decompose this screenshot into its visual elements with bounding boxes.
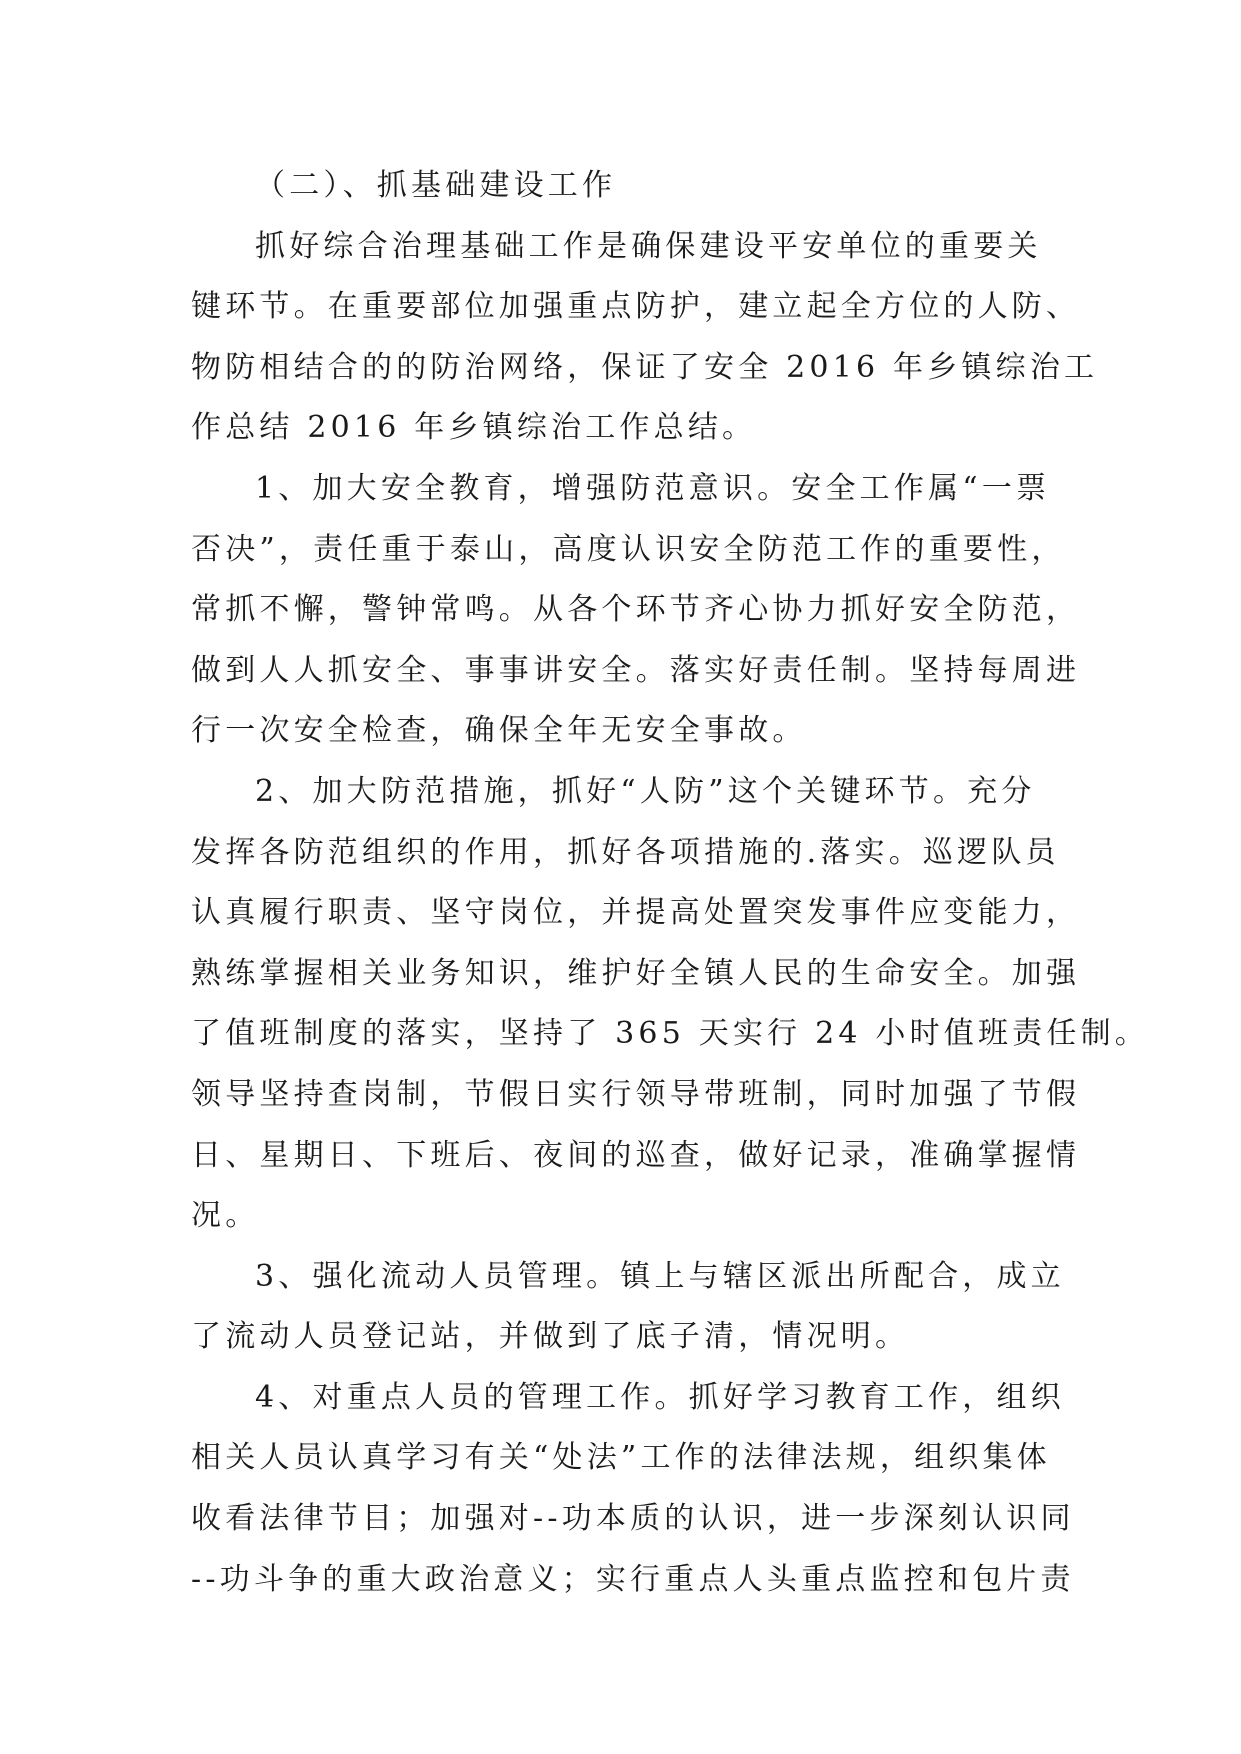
paragraph-line: 3、强化流动人员管理。镇上与辖区派出所配合，成立 bbox=[255, 1258, 1065, 1294]
paragraph-line: 熟练掌握相关业务知识，维护好全镇人民的生命安全。加强 bbox=[191, 955, 1081, 991]
paragraph-line: 物防相结合的的防治网络，保证了安全 2016 年乡镇综治工 bbox=[191, 349, 1099, 385]
paragraph-line: 相关人员认真学习有关“处法”工作的法律法规，组织集体 bbox=[191, 1440, 1051, 1476]
paragraph-line: 常抓不懈，警钟常鸣。从各个环节齐心协力抓好安全防范， bbox=[191, 592, 1081, 628]
paragraph-line: 抓好综合治理基础工作是确保建设平安单位的重要关 bbox=[255, 228, 1042, 264]
paragraph-line: 日、星期日、下班后、夜间的巡查，做好记录，准确掌握情 bbox=[191, 1137, 1081, 1173]
paragraph-4 bbox=[191, 1247, 1065, 1368]
paragraph-line: 领导坚持查岗制，节假日实行领导带班制，同时加强了节假 bbox=[191, 1076, 1081, 1112]
paragraph-line: 1、加大安全教育，增强防范意识。安全工作属“一票 bbox=[255, 470, 1051, 506]
paragraph-line: 作总结 2016 年乡镇综治工作总结。 bbox=[191, 410, 757, 446]
paragraph-line: 况。 bbox=[191, 1198, 260, 1234]
document-body bbox=[191, 156, 1149, 1610]
paragraph-line: 2、加大防范措施，抓好“人防”这个关键环节。充分 bbox=[255, 773, 1036, 809]
paragraph-line: 了值班制度的落实，坚持了 365 天实行 24 小时值班责任制。 bbox=[191, 1016, 1149, 1052]
paragraph-line: 认真履行职责、坚守岗位，并提高处置突发事件应变能力， bbox=[191, 895, 1081, 931]
paragraph-line: 否决”，责任重于泰山，高度认识安全防范工作的重要性， bbox=[191, 531, 1066, 567]
paragraph-line: 发挥各防范组织的作用，抓好各项措施的.落实。巡逻队员 bbox=[191, 834, 1060, 870]
paragraph-5 bbox=[191, 1368, 1075, 1610]
paragraph-line: 了流动人员登记站，并做到了底子清，情况明。 bbox=[191, 1319, 910, 1355]
paragraph-3 bbox=[191, 762, 1149, 1247]
section-heading: （二）、抓基础建设工作 bbox=[255, 168, 617, 203]
paragraph-2 bbox=[191, 459, 1081, 762]
paragraph-line: 键环节。在重要部位加强重点防护，建立起全方位的人防、 bbox=[191, 289, 1081, 325]
paragraph-line: 收看法律节目；加强对--功本质的认识，进一步深刻认识同 bbox=[191, 1501, 1075, 1537]
paragraph-line: 4、对重点人员的管理工作。抓好学习教育工作，组织 bbox=[255, 1379, 1065, 1415]
paragraph-line: --功斗争的重大政治意义；实行重点人头重点监控和包片责 bbox=[191, 1561, 1075, 1597]
paragraph-line: 行一次安全检查，确保全年无安全事故。 bbox=[191, 713, 807, 749]
paragraph-line: 做到人人抓安全、事事讲安全。落实好责任制。坚持每周进 bbox=[191, 652, 1081, 688]
paragraph-1 bbox=[191, 217, 1099, 459]
